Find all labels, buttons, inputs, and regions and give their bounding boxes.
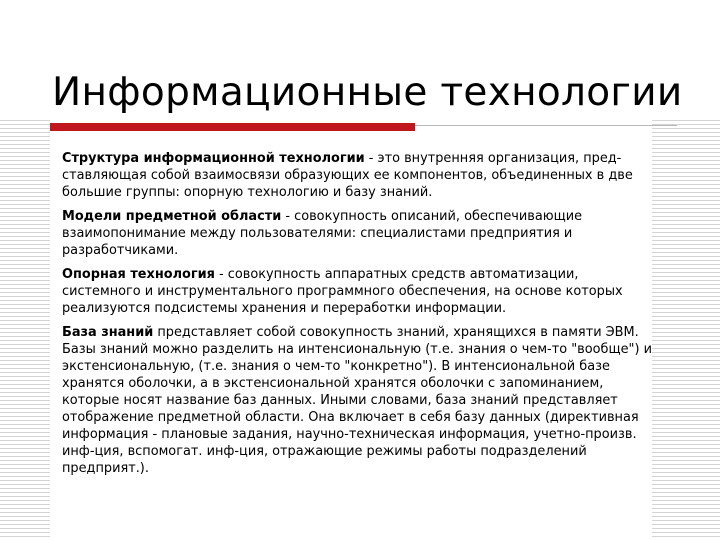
paragraph-base-technology bbox=[62, 266, 652, 317]
term-structure: Структура информационной технологии bbox=[62, 151, 365, 166]
paragraph-knowledge-base bbox=[62, 324, 652, 477]
title-divider-line bbox=[415, 125, 677, 126]
paragraph-structure bbox=[62, 150, 652, 201]
term-knowledge-base: База знаний bbox=[62, 325, 154, 340]
paragraph-domain-models bbox=[62, 208, 652, 259]
definition-domain-models: - совокупность описаний, обеспечивающие взаимопонимание между пользователями: специалистами предприятия и разработчиками. bbox=[62, 209, 583, 258]
slide-title: Информационные технологии bbox=[52, 70, 683, 115]
definition-knowledge-base: представляет собой совокупность знаний, хранящихся в памяти ЭВМ. Базы знаний можно разделить на интенсиональную (т.е. знания о чем-то "вообще") и экстенсиональную, (т.е. знания о чем-то "конкретно"). В интенсиональной базе хранятся оболочки, а в экстенсиональной хранятся оболочки с запоминанием, которые носят название баз данных. Иными словами, база знаний представляет отображение предметной области. Она включает в себя базу данных (директивная информация - плановые задания, научно-техническая информация, учетно-произв. инф-ция, вспомогат. инф-ция, отражающие режимы работы подразделений предприят.). bbox=[62, 325, 652, 476]
background-stripes-left bbox=[0, 120, 50, 540]
title-accent-bar bbox=[50, 123, 415, 131]
background-stripes-right bbox=[652, 120, 720, 540]
definition-base-technology: - совокупность аппаратных средств автоматизации, системного и инструментального программного обеспечения, на основе которых реализуются подсистемы хранения и переработки информации. bbox=[62, 267, 623, 316]
definition-structure: - это внутренняя организация, пред-ставляющая собой взаимосвязи образующих ее компонентов, объединенных в две большие группы: опорную технологию и базу знаний. bbox=[62, 151, 633, 200]
term-base-technology: Опорная технология bbox=[62, 267, 215, 282]
slide-body bbox=[50, 140, 652, 502]
term-domain-models: Модели предметной области bbox=[62, 209, 282, 224]
